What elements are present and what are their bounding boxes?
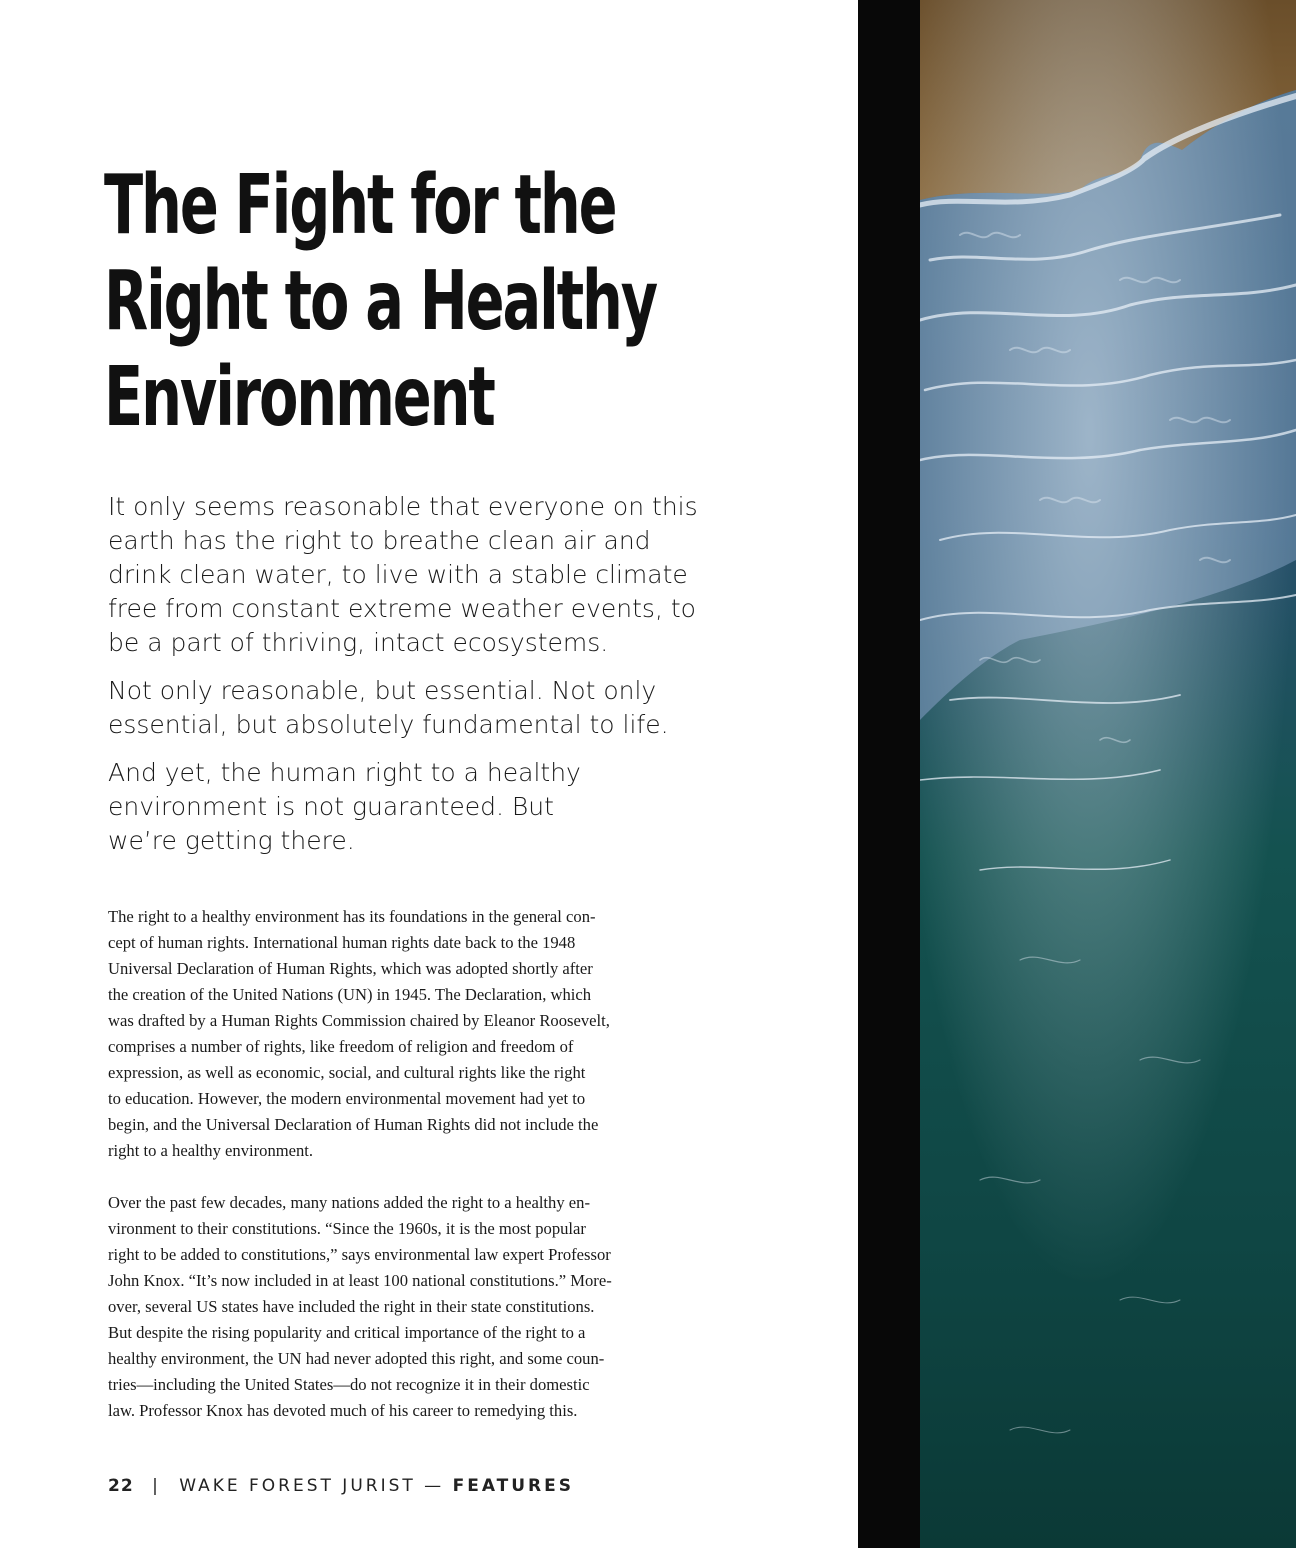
intro-line: And yet, the human right to a healthy (108, 758, 581, 787)
body-line: But despite the rising popularity and critical importance of the right to a (108, 1323, 586, 1342)
body-line: to education. However, the modern environmental movement had yet to (108, 1089, 586, 1108)
body-line: was drafted by a Human Rights Commission chaired by Eleanor Roosevelt, (108, 1011, 610, 1030)
section-name: FEATURES (452, 1476, 575, 1496)
body-line: John Knox. “It’s now included in at least 100 national constitutions.” More- (108, 1271, 612, 1290)
publication-name: WAKE FOREST JURIST — (179, 1476, 445, 1496)
intro-paragraph-2 (108, 674, 748, 742)
body-paragraph-2 (108, 1190, 688, 1424)
footer-separator: | (152, 1476, 161, 1496)
body-line: right to a healthy environment. (108, 1141, 314, 1160)
intro-line: we’re getting there. (108, 826, 355, 855)
body-line: cept of human rights. International human rights date back to the 1948 (108, 933, 576, 952)
body-line: comprises a number of rights, like freedom of religion and freedom of (108, 1037, 574, 1056)
body-line: healthy environment, the UN had never adopted this right, and some coun- (108, 1349, 605, 1368)
body-line: The right to a healthy environment has its foundations in the general con- (108, 907, 596, 926)
body-line: the creation of the United Nations (UN) in 1945. The Declaration, which (108, 985, 592, 1004)
body-line: Universal Declaration of Human Rights, which was adopted shortly after (108, 959, 593, 978)
body-line: tries—including the United States—do not recognize it in their domestic (108, 1375, 590, 1394)
title-line-2: Right to a Healthy (104, 254, 657, 349)
title-line-1: The Fight for the (104, 158, 616, 253)
body-line: law. Professor Knox has devoted much of his career to remedying this. (108, 1401, 578, 1420)
body-line: over, several US states have included the right in their state constitutions. (108, 1297, 595, 1316)
body-line: Over the past few decades, many nations added the right to a healthy en- (108, 1193, 590, 1212)
body-line: expression, as well as economic, social, and cultural rights like the right (108, 1063, 586, 1082)
intro-block (108, 490, 748, 872)
body-line: begin, and the Universal Declaration of Human Rights did not include the (108, 1115, 599, 1134)
black-divider-bar (858, 0, 920, 1548)
intro-line: drink clean water, to live with a stable climate (108, 560, 688, 589)
ocean-waves-photo (920, 0, 1296, 1548)
intro-paragraph-1 (108, 490, 748, 660)
ocean-waves-illustration (920, 0, 1296, 1548)
body-paragraph-1 (108, 904, 688, 1164)
intro-line: Not only reasonable, but essential. Not only (108, 676, 657, 705)
title-line-3: Environment (104, 350, 494, 445)
intro-line: be a part of thriving, intact ecosystems. (108, 628, 609, 657)
article-title (104, 158, 657, 446)
intro-line: essential, but absolutely fundamental to life. (108, 710, 669, 739)
intro-line: free from constant extreme weather events, to (108, 594, 696, 623)
intro-line: earth has the right to breathe clean air and (108, 526, 651, 555)
intro-paragraph-3 (108, 756, 748, 858)
intro-line: It only seems reasonable that everyone on this (108, 492, 698, 521)
body-line: right to be added to constitutions,” says environmental law expert Professor (108, 1245, 611, 1264)
body-line: vironment to their constitutions. “Since the 1960s, it is the most popular (108, 1219, 586, 1238)
intro-line: environment is not guaranteed. But (108, 792, 554, 821)
page-footer (108, 1476, 574, 1496)
body-text (108, 904, 688, 1450)
page-number: 22 (108, 1476, 134, 1496)
